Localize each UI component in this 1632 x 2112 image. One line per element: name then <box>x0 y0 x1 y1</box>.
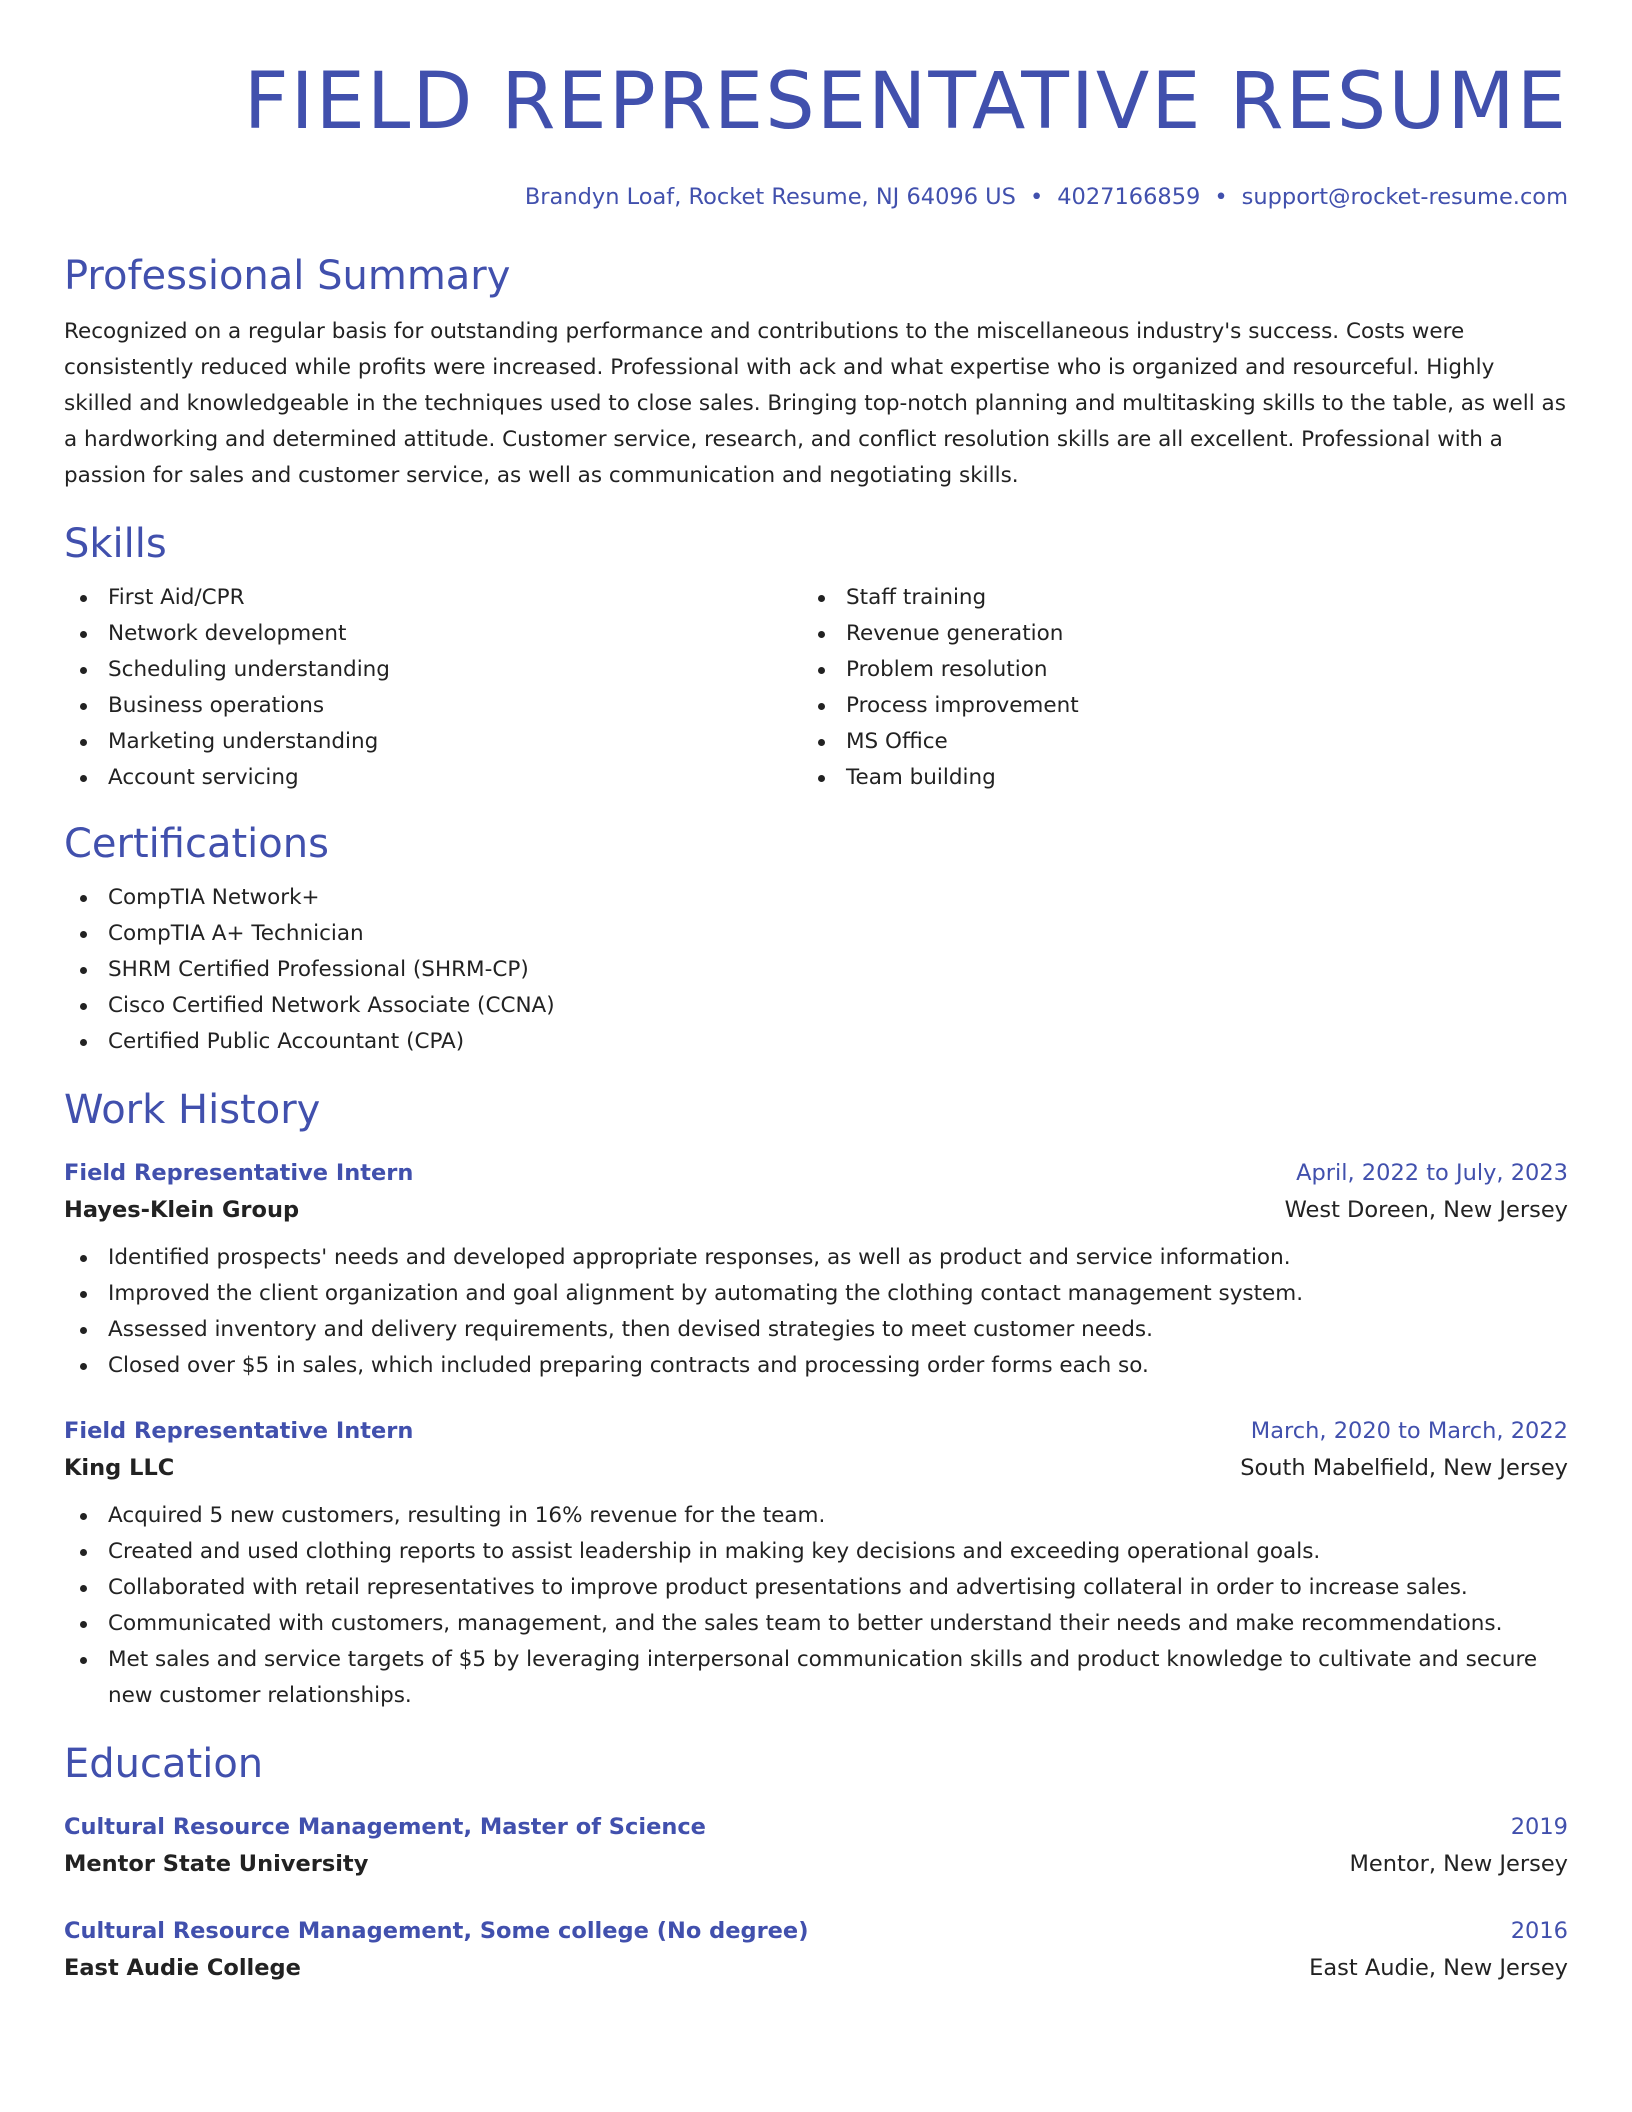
job-entry <box>64 1156 1568 1384</box>
job-bullet: Improved the client organization and goal alignment by automating the clothing contact management system. <box>64 1276 1568 1312</box>
skill-item: Business operations <box>64 688 802 724</box>
education-school-row <box>64 1948 1568 1988</box>
certifications-list <box>64 880 1568 1060</box>
skill-item: First Aid/CPR <box>64 580 802 616</box>
certification-item: CompTIA Network+ <box>64 880 1568 916</box>
skills-column-right <box>802 580 1540 796</box>
skills-grid <box>64 580 1568 796</box>
job-bullet-list <box>64 1498 1568 1714</box>
certification-item: Cisco Certified Network Associate (CCNA) <box>64 988 1568 1024</box>
job-title-row <box>64 1414 1568 1448</box>
job-location: South Mabelfield, New Jersey <box>1240 1455 1568 1481</box>
skill-item: Process improvement <box>802 688 1540 724</box>
job-company: King LLC <box>64 1455 175 1481</box>
education-school: Mentor State University <box>64 1851 369 1877</box>
skills-heading: Skills <box>64 521 167 567</box>
certification-item: SHRM Certified Professional (SHRM-CP) <box>64 952 1568 988</box>
education-school-row <box>64 1844 1568 1884</box>
job-company-row <box>64 1190 1568 1230</box>
job-title: Field Representative Intern <box>64 1160 414 1186</box>
education-degree-row <box>64 1810 1568 1844</box>
job-bullet: Closed over $5 in sales, which included preparing contracts and processing order forms each so. <box>64 1348 1568 1384</box>
education-degree: Cultural Resource Management, Master of Science <box>64 1814 706 1840</box>
job-title: Field Representative Intern <box>64 1418 414 1444</box>
certifications-heading: Certifications <box>64 821 329 867</box>
contact-phone: 4027166859 <box>1057 184 1201 210</box>
job-bullet: Met sales and service targets of $5 by leveraging interpersonal communication skills and product knowledge to cultivate and secure new customer relationships. <box>64 1642 1568 1714</box>
certification-item: CompTIA A+ Technician <box>64 916 1568 952</box>
summary-text: Recognized on a regular basis for outstanding performance and contributions to the miscellaneous industry's success. Costs were consistently reduced while profits were increased. Professional with ack and what expertise who is organized and resourceful. Highly skilled and knowledgeable in the techniques used to close sales. Bringing top-notch planning and multitasking skills to the table, as well as a hardworking and determined attitude. Customer service, research, and conflict resolution skills are all excellent. Professional with a passion for sales and customer service, as well as communication and negotiating skills. <box>64 319 1566 488</box>
job-bullet: Identified prospects' needs and developed appropriate responses, as well as product and service information. <box>64 1240 1568 1276</box>
contact-separator: • <box>1214 184 1228 210</box>
education-degree-row <box>64 1914 1568 1948</box>
job-entry <box>64 1414 1568 1714</box>
contact-line <box>64 182 1568 212</box>
job-company: Hayes-Klein Group <box>64 1197 300 1223</box>
skill-item: Marketing understanding <box>64 724 802 760</box>
job-bullet: Collaborated with retail representatives to improve product presentations and advertising collateral in order to increase sales. <box>64 1570 1568 1606</box>
summary-heading: Professional Summary <box>64 253 511 299</box>
job-dates: April, 2022 to July, 2023 <box>1296 1160 1568 1186</box>
job-bullet: Assessed inventory and delivery requirements, then devised strategies to meet customer needs. <box>64 1312 1568 1348</box>
job-bullet-list <box>64 1240 1568 1384</box>
skill-item: Account servicing <box>64 760 802 796</box>
certification-item: Certified Public Accountant (CPA) <box>64 1024 1568 1060</box>
skill-item: MS Office <box>802 724 1540 760</box>
skill-item: Scheduling understanding <box>64 652 802 688</box>
education-degree: Cultural Resource Management, Some college (No degree) <box>64 1918 809 1944</box>
skill-item: Problem resolution <box>802 652 1540 688</box>
skill-item: Staff training <box>802 580 1540 616</box>
contact-email: support@rocket-resume.com <box>1241 184 1568 210</box>
skill-item: Revenue generation <box>802 616 1540 652</box>
job-title-row <box>64 1156 1568 1190</box>
contact-separator: • <box>1029 184 1044 210</box>
skills-column-left <box>64 580 802 796</box>
job-bullet: Communicated with customers, management, and the sales team to better understand their needs and make recommendations. <box>64 1606 1568 1642</box>
skill-item: Network development <box>64 616 802 652</box>
education-year: 2016 <box>1510 1918 1568 1944</box>
education-entry <box>64 1914 1568 1988</box>
resume-title: FIELD REPRESENTATIVE RESUME <box>243 57 1568 147</box>
education-location: Mentor, New Jersey <box>1349 1851 1568 1877</box>
education-year: 2019 <box>1510 1814 1568 1840</box>
job-bullet: Created and used clothing reports to assist leadership in making key decisions and exceeding operational goals. <box>64 1534 1568 1570</box>
skill-item: Team building <box>802 760 1540 796</box>
education-entry <box>64 1810 1568 1884</box>
education-school: East Audie College <box>64 1955 301 1981</box>
job-location: West Doreen, New Jersey <box>1284 1197 1568 1223</box>
education-location: East Audie, New Jersey <box>1309 1955 1568 1981</box>
job-company-row <box>64 1448 1568 1488</box>
work-history-heading: Work History <box>64 1087 321 1133</box>
contact-address: Brandyn Loaf, Rocket Resume, NJ 64096 US <box>524 184 1016 210</box>
education-heading: Education <box>64 1741 264 1787</box>
job-bullet: Acquired 5 new customers, resulting in 16% revenue for the team. <box>64 1498 1568 1534</box>
job-dates: March, 2020 to March, 2022 <box>1250 1418 1568 1444</box>
